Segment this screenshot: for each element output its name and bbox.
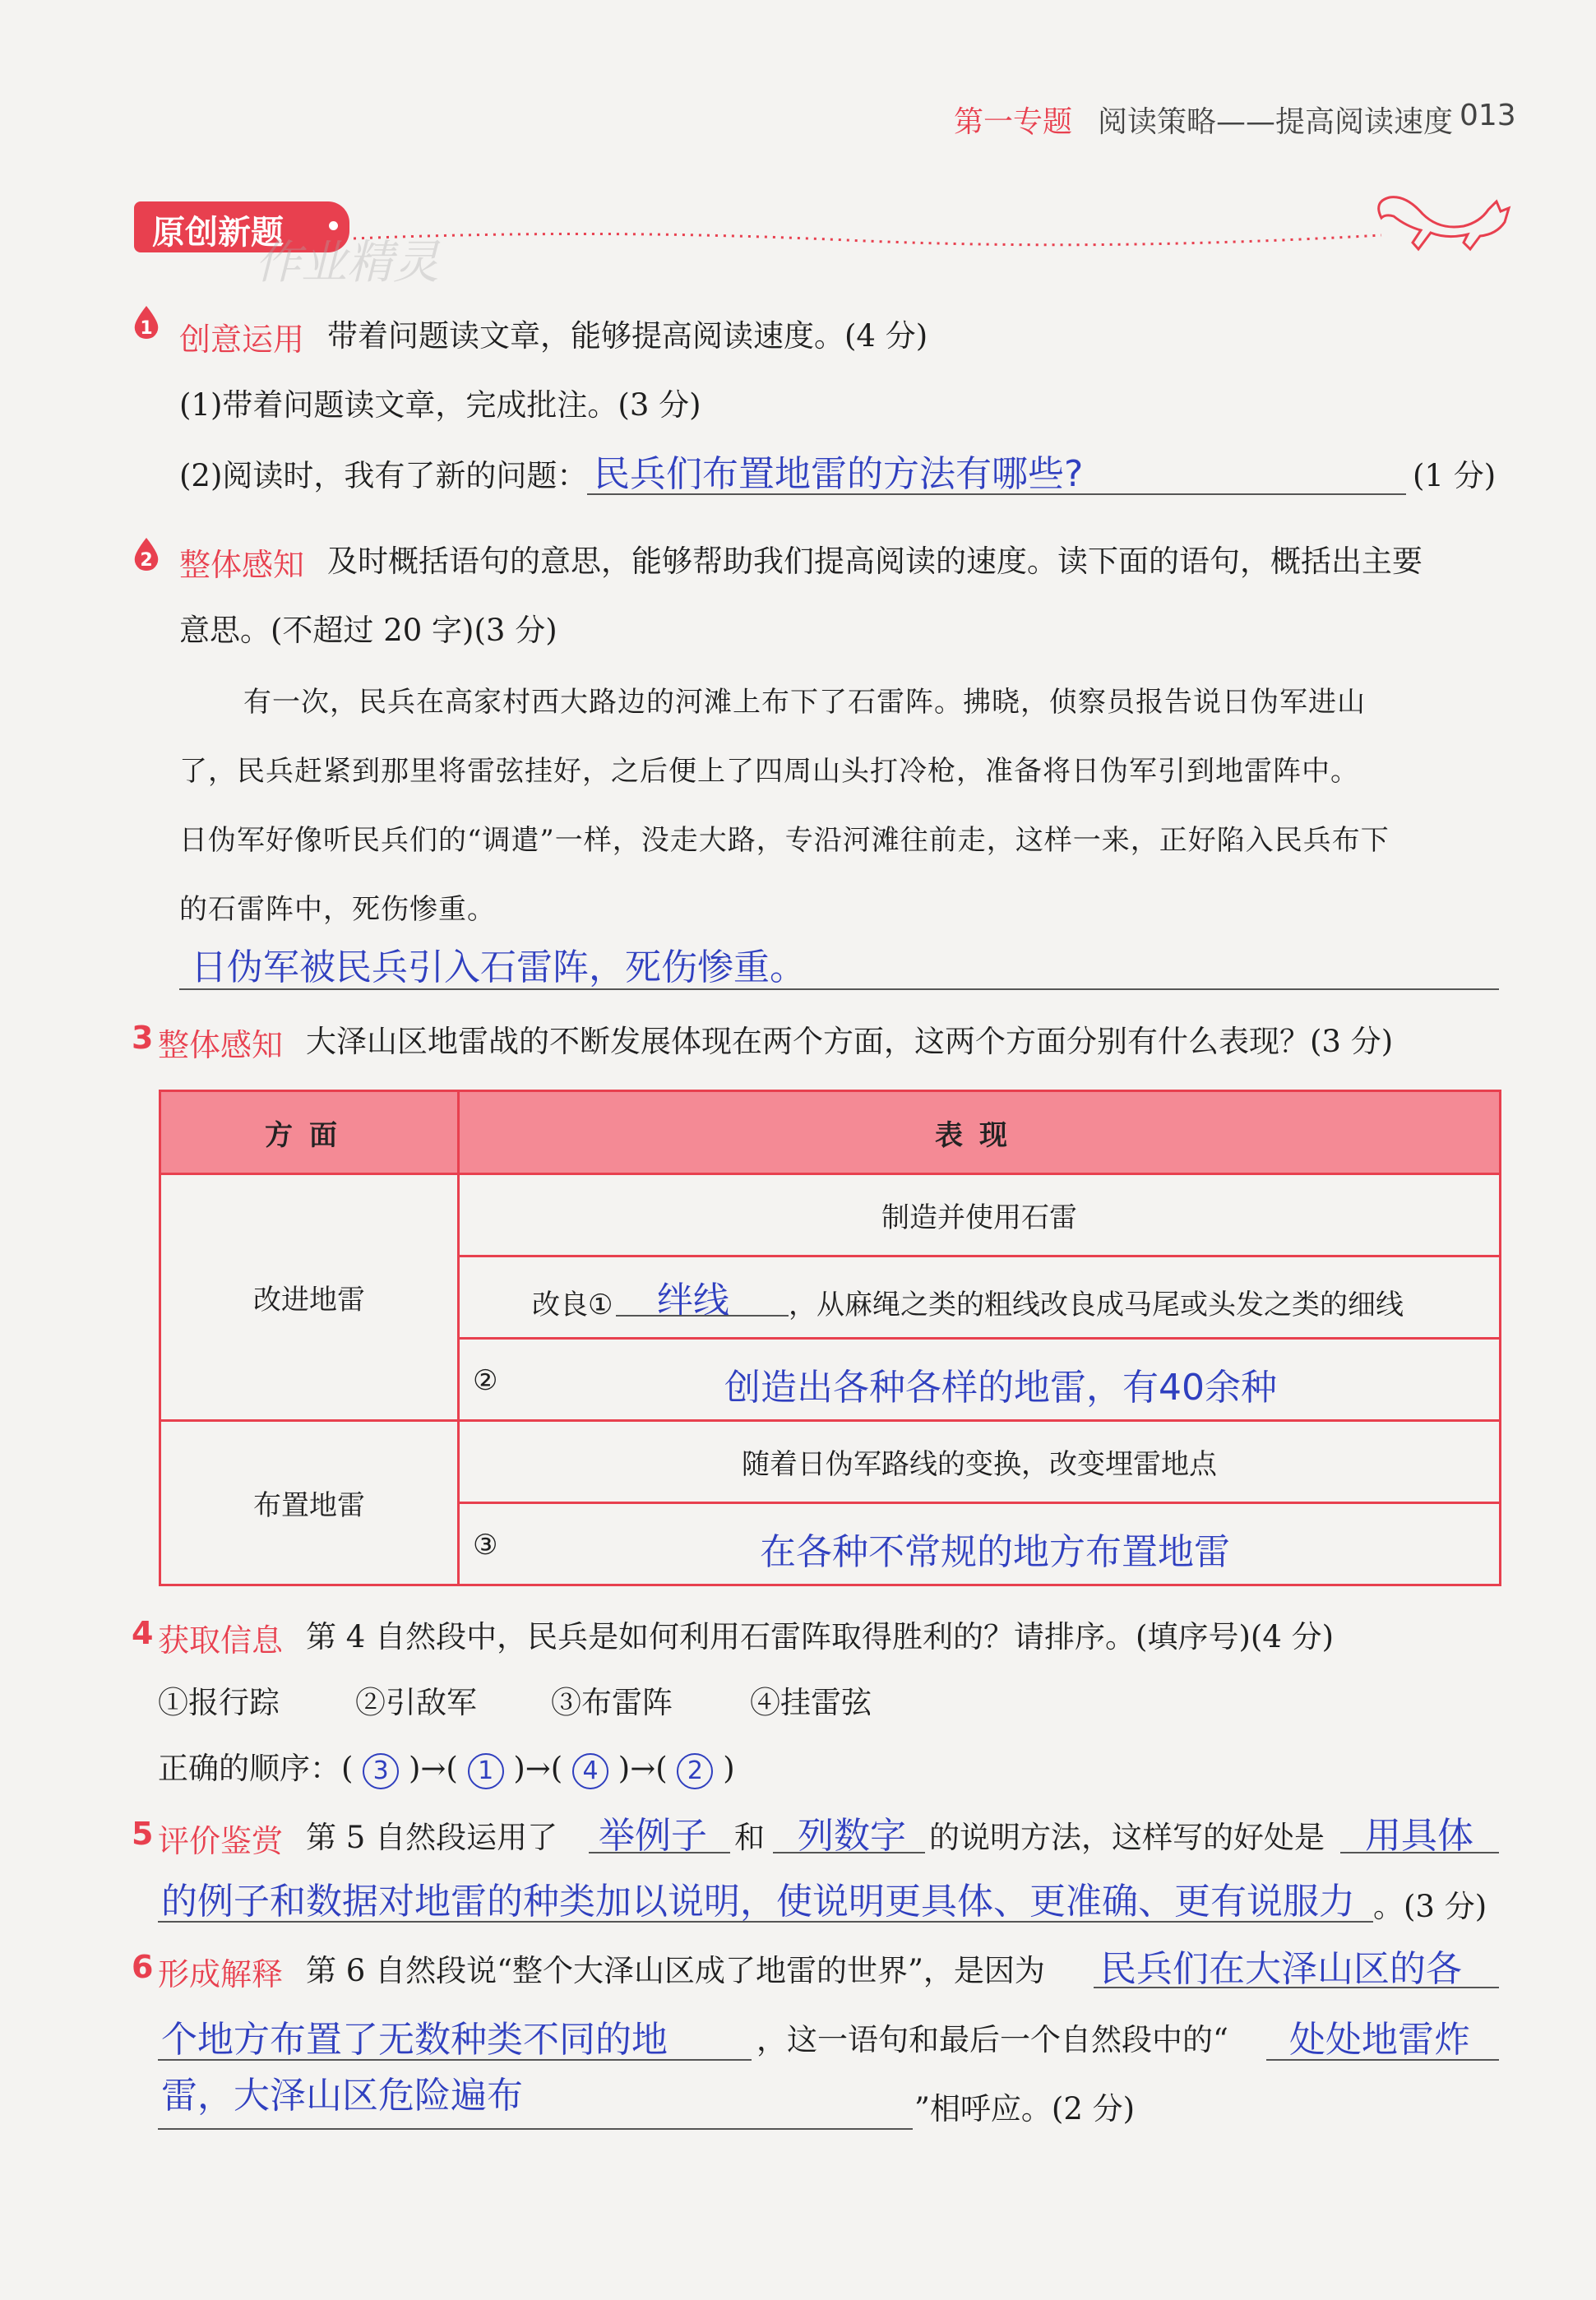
table-cell bbox=[459, 1174, 1501, 1256]
q4-order bbox=[341, 1748, 735, 1789]
q3-text: 大泽山区地雷战的不断发展体现在两个方面，这两个方面分别有什么表现？(3 分) bbox=[306, 1024, 1394, 1059]
q3-num: 3 bbox=[132, 1020, 154, 1056]
table-cell bbox=[459, 1256, 1501, 1339]
aspect-label: 布置地雷 bbox=[253, 1489, 365, 1522]
q6-text-c: ”相呼应。(2 分) bbox=[914, 2091, 1136, 2126]
paren: )→( bbox=[618, 1751, 668, 1786]
q2-passage-line: 了，民兵赶紧到那里将雷弦挂好，之后便上了四周山头打冷枪，准备将日伪军引到地雷阵中。 bbox=[179, 755, 1359, 788]
q4-option: ①报行踪 bbox=[158, 1685, 280, 1720]
row-answer[interactable]: 绊线 bbox=[657, 1280, 729, 1321]
table-cell bbox=[459, 1339, 1501, 1421]
answer-line bbox=[587, 493, 1406, 495]
q2-passage-line: 日伪军好像听民兵们的“调遣”一样，没走大路，专沿河滩往前走，这样一来，正好陷入民兵布下 bbox=[179, 824, 1390, 857]
row-suffix: ，从麻绳之类的粗线改良成马尾或头发之类的细线 bbox=[789, 1289, 1404, 1321]
q4-option: ②引敌军 bbox=[355, 1685, 477, 1720]
answer-line bbox=[1340, 1852, 1499, 1853]
q1-text: 带着问题读文章，能够提高阅读速度。(4 分) bbox=[327, 318, 928, 354]
answer-line bbox=[158, 1921, 1373, 1923]
answer-line bbox=[179, 988, 1499, 990]
table-header-performance: 表现 bbox=[459, 1091, 1501, 1174]
q6-answer-1b[interactable]: 个地方布置了无数种类不同的地 bbox=[161, 2019, 668, 2061]
row-prefix: ② bbox=[473, 1364, 498, 1397]
q6-answer-2b[interactable]: 雷，大泽山区危险遍布 bbox=[161, 2075, 523, 2117]
q1-sub2-score: (1 分) bbox=[1413, 458, 1497, 493]
q5-text-a: 第 5 自然段运用了 bbox=[306, 1820, 558, 1855]
q2-text-line2: 意思。(不超过 20 字)(3 分) bbox=[179, 613, 557, 648]
printed-text: 制造并使用石雷 bbox=[881, 1201, 1077, 1234]
table-cell bbox=[459, 1421, 1501, 1503]
order-answer[interactable]: 1 bbox=[468, 1753, 504, 1789]
svg-text:2: 2 bbox=[140, 550, 153, 571]
order-answer[interactable]: 2 bbox=[677, 1753, 713, 1789]
q5-answer-3a[interactable]: 用具体 bbox=[1365, 1815, 1473, 1857]
q6-tag: 形成解释 bbox=[158, 1956, 284, 1992]
q5-answer-3b[interactable]: 的例子和数据对地雷的种类加以说明，使说明更具体、更准确、更有说服力 bbox=[161, 1881, 1355, 1923]
q5-tag: 评价鉴赏 bbox=[158, 1823, 284, 1859]
order-answer[interactable]: 3 bbox=[363, 1753, 399, 1789]
header-topic: 第一专题 bbox=[954, 105, 1073, 139]
header-title: 阅读策略——提高阅读速度 bbox=[1098, 105, 1454, 139]
table-cell bbox=[459, 1503, 1501, 1585]
q3-tag: 整体感知 bbox=[158, 1027, 284, 1063]
table-header-aspect: 方面 bbox=[160, 1091, 459, 1174]
q6-num: 6 bbox=[132, 1949, 154, 1985]
q5-answer-1[interactable]: 举例子 bbox=[599, 1815, 707, 1857]
paren: )→( bbox=[408, 1751, 458, 1786]
paren: ( bbox=[341, 1751, 354, 1786]
q2-tag: 整体感知 bbox=[179, 547, 305, 583]
q1-sub2-prefix: (2)阅读时，我有了新的问题： bbox=[179, 458, 588, 493]
table-aspect-cell bbox=[160, 1421, 459, 1585]
q4-option: ④挂雷弦 bbox=[750, 1685, 872, 1720]
answer-line bbox=[773, 1852, 925, 1853]
q2-text-line1: 及时概括语句的意思，能够帮助我们提高阅读的速度。读下面的语句，概括出主要 bbox=[327, 544, 1423, 579]
aspect-label: 改进地雷 bbox=[253, 1284, 365, 1317]
q4-option: ③布雷阵 bbox=[551, 1685, 673, 1720]
watermark: 作业精灵 bbox=[255, 236, 439, 289]
q1-tag: 创意运用 bbox=[179, 322, 305, 358]
q5-score: 。(3 分) bbox=[1373, 1889, 1487, 1924]
q5-answer-2[interactable]: 列数字 bbox=[798, 1815, 906, 1857]
q4-order-label: 正确的顺序： bbox=[158, 1751, 340, 1786]
table-aspect-cell bbox=[160, 1174, 459, 1421]
answer-line bbox=[158, 2059, 752, 2061]
q2-passage-line: 的石雷阵中，死伤惨重。 bbox=[179, 893, 496, 926]
q1-sub2-answer[interactable]: 民兵们布置地雷的方法有哪些? bbox=[594, 453, 1084, 495]
q5-text-c: 的说明方法，这样写的好处是 bbox=[929, 1820, 1325, 1855]
paren: )→( bbox=[513, 1751, 563, 1786]
q3-table bbox=[159, 1090, 1501, 1586]
q1-sub1: (1)带着问题读文章，完成批注。(3 分) bbox=[179, 387, 701, 423]
q4-num: 4 bbox=[132, 1615, 154, 1651]
q6-text-a: 第 6 自然段说“整个大泽山区成了地雷的世界”，是因为 bbox=[306, 1953, 1045, 1988]
answer-line bbox=[589, 1852, 730, 1853]
q6-text-b: ，这一语句和最后一个自然段中的“ bbox=[756, 2022, 1228, 2057]
flame-number-icon bbox=[132, 304, 161, 339]
answer-line bbox=[1094, 1987, 1499, 1988]
answer-line bbox=[158, 2128, 913, 2130]
row-prefix: ③ bbox=[473, 1529, 498, 1562]
row-answer[interactable]: 创造出各种各样的地雷，有40余种 bbox=[724, 1367, 1277, 1409]
row-answer[interactable]: 在各种不常规的地方布置地雷 bbox=[760, 1531, 1230, 1573]
order-answer[interactable]: 4 bbox=[572, 1753, 608, 1789]
banner-label: 原创新题 bbox=[152, 214, 284, 252]
svg-text:1: 1 bbox=[140, 318, 153, 339]
q6-answer-2a[interactable]: 处处地雷炸 bbox=[1289, 2019, 1470, 2061]
q4-tag: 获取信息 bbox=[158, 1622, 284, 1659]
printed-text: 随着日伪军路线的变换，改变埋雷地点 bbox=[742, 1448, 1217, 1481]
answer-line bbox=[616, 1315, 789, 1317]
q2-passage-line: 有一次，民兵在高家村西大路边的河滩上布下了石雷阵。拂晓，侦察员报告说日伪军进山 bbox=[243, 686, 1366, 719]
q5-text-b: 和 bbox=[734, 1820, 765, 1855]
answer-line bbox=[1266, 2059, 1499, 2061]
page-number: 013 bbox=[1460, 99, 1516, 132]
row-prefix: 改良① bbox=[532, 1289, 613, 1321]
q2-answer[interactable]: 日伪军被民兵引入石雷阵，死伤惨重。 bbox=[191, 946, 806, 988]
q5-num: 5 bbox=[132, 1816, 154, 1852]
flame-number-icon bbox=[132, 536, 161, 571]
q4-text: 第 4 自然段中，民兵是如何利用石雷阵取得胜利的？请排序。(填序号)(4 分) bbox=[306, 1619, 1335, 1654]
q6-answer-1a[interactable]: 民兵们在大泽山区的各 bbox=[1100, 1948, 1462, 1990]
banner-dotted-line bbox=[354, 189, 1513, 271]
paren: ) bbox=[723, 1751, 735, 1786]
cat-icon bbox=[1373, 185, 1513, 259]
